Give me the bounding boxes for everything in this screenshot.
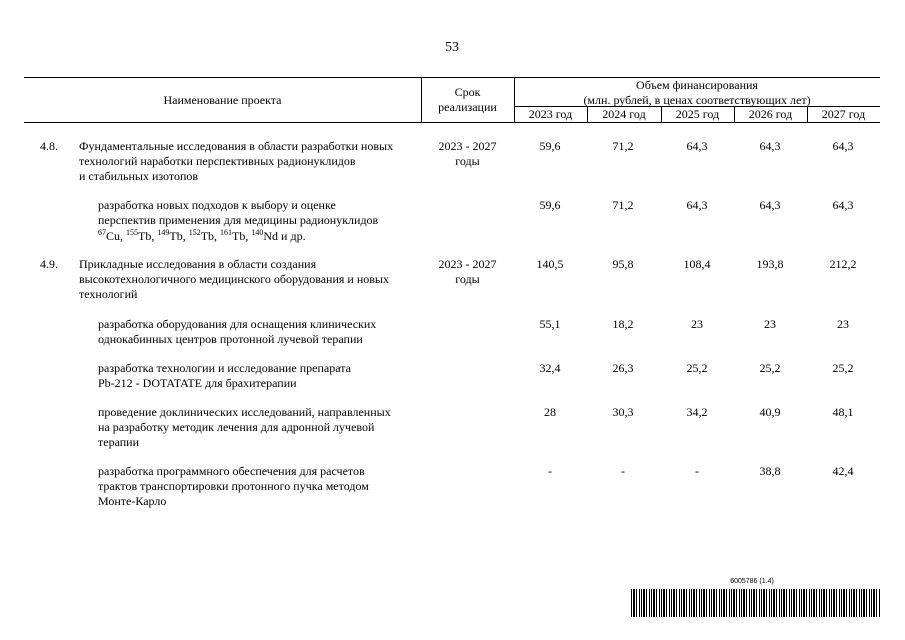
header-year-2026: 2026 год xyxy=(748,107,793,121)
row-name-line: технологий xyxy=(79,287,138,301)
value-2024: - xyxy=(621,464,625,478)
row-name xyxy=(98,317,428,347)
table-header-bottom-border xyxy=(24,122,880,123)
value-2026: 64,3 xyxy=(759,198,781,212)
value-2026: 193,8 xyxy=(756,257,784,271)
row-name xyxy=(79,257,419,302)
row-name-line: перспектив применения для медицины радионуклидов xyxy=(98,213,379,227)
table-row xyxy=(0,257,905,302)
header-year-2023: 2023 год xyxy=(528,107,573,121)
table-row xyxy=(0,317,905,347)
barcode-number: 6005786 (1.4) xyxy=(730,578,774,585)
value-2025: 64,3 xyxy=(686,198,708,212)
value-2025: 23 xyxy=(691,317,703,331)
value-2025: 34,2 xyxy=(686,405,708,419)
row-name-line: Pb-212 - DOTATATE для брахитерапии xyxy=(98,376,297,390)
value-2026: 23 xyxy=(764,317,776,331)
isotope-list xyxy=(98,229,428,244)
row-name-line: трактов транспортировки протонного пучка методом xyxy=(98,479,369,493)
isotope-symbol: Tb, xyxy=(169,229,186,243)
isotope-symbol: Tb, xyxy=(138,229,155,243)
value-2027: 64,3 xyxy=(832,198,854,212)
value-2026: 40,9 xyxy=(759,405,781,419)
row-name xyxy=(98,198,428,244)
row-name-line: высокотехнологичного медицинского оборудования и новых xyxy=(79,272,389,286)
value-2027: 212,2 xyxy=(829,257,857,271)
value-2023: 140,5 xyxy=(536,257,564,271)
row-period xyxy=(421,257,514,287)
header-period xyxy=(421,85,514,115)
value-2026: 25,2 xyxy=(759,361,781,375)
table-row xyxy=(0,198,905,243)
row-number: 4.9. xyxy=(40,257,58,271)
value-2024: 71,2 xyxy=(612,198,634,212)
row-number: 4.8. xyxy=(40,139,58,153)
value-2027: 42,4 xyxy=(832,464,854,478)
row-name-line: разработка технологии и исследование препарата xyxy=(98,361,351,375)
header-period-line-2: реализации xyxy=(438,100,497,114)
value-2024: 71,2 xyxy=(612,139,634,153)
value-2027: 48,1 xyxy=(832,405,854,419)
row-name-line: и стабильных изотопов xyxy=(79,169,199,183)
row-name-line: проведение доклинических исследований, направленных xyxy=(98,405,391,419)
value-2025: 25,2 xyxy=(686,361,708,375)
isotope-mass: 67 xyxy=(98,228,106,237)
value-2027: 64,3 xyxy=(832,139,854,153)
isotope-symbol: Cu, xyxy=(106,229,124,243)
row-name-line: Прикладные исследования в области создания xyxy=(79,257,317,271)
isotope-symbol: Nd и др. xyxy=(263,229,306,243)
value-2024: 95,8 xyxy=(612,257,634,271)
value-2023: - xyxy=(548,464,552,478)
row-period-line-2: годы xyxy=(455,272,480,286)
isotope-mass: 152 xyxy=(188,228,201,237)
row-period xyxy=(421,139,514,169)
row-period-line-2: годы xyxy=(455,154,480,168)
row-name-line: Монте-Карло xyxy=(98,494,167,508)
isotope-mass: 140 xyxy=(251,228,264,237)
value-2024: 26,3 xyxy=(612,361,634,375)
row-name-line: разработка оборудования для оснащения клинических xyxy=(98,317,377,331)
row-name xyxy=(79,139,419,184)
row-name-line: разработка новых подходов к выбору и оценке xyxy=(98,198,336,212)
row-period-line-1: 2023 - 2027 xyxy=(438,257,497,271)
table-row xyxy=(0,139,905,184)
header-funding xyxy=(514,78,880,108)
row-name-line: Фундаментальные исследования в области разработки новых xyxy=(79,139,394,153)
isotope-symbol: Tb, xyxy=(232,229,249,243)
value-2023: 59,6 xyxy=(539,139,561,153)
value-2023: 55,1 xyxy=(539,317,561,331)
isotope-mass: 161 xyxy=(220,228,233,237)
header-funding-line-1: Объем финансирования xyxy=(636,78,758,92)
header-period-line-1: Срок xyxy=(454,85,481,99)
row-name xyxy=(98,464,428,509)
value-2025: - xyxy=(695,464,699,478)
header-project-name: Наименование проекта xyxy=(163,93,282,107)
row-name xyxy=(98,361,428,391)
isotope-symbol: Tb, xyxy=(200,229,218,243)
row-name xyxy=(98,405,428,450)
value-2025: 108,4 xyxy=(683,257,711,271)
barcode-icon xyxy=(631,589,881,617)
value-2026: 38,8 xyxy=(759,464,781,478)
value-2025: 64,3 xyxy=(686,139,708,153)
value-2024: 30,3 xyxy=(612,405,634,419)
table-row xyxy=(0,361,905,391)
row-name-line: однокабинных центров протонной лучевой терапии xyxy=(98,332,363,346)
row-name-line: разработка программного обеспечения для расчетов xyxy=(98,464,365,478)
value-2027: 23 xyxy=(837,317,849,331)
isotope-mass: 155 xyxy=(126,228,139,237)
value-2023: 32,4 xyxy=(539,361,561,375)
isotope-mass: 149 xyxy=(157,228,170,237)
header-year-2024: 2024 год xyxy=(602,107,646,121)
header-year-2027: 2027 год xyxy=(821,107,866,121)
value-2026: 64,3 xyxy=(759,139,781,153)
header-year-2025: 2025 год xyxy=(675,107,720,121)
row-name-line: терапии xyxy=(98,435,140,449)
table-row xyxy=(0,464,905,509)
page-number: 53 xyxy=(445,40,459,55)
value-2023: 28 xyxy=(544,405,556,419)
table-row xyxy=(0,405,905,450)
value-2023: 59,6 xyxy=(539,198,561,212)
value-2027: 25,2 xyxy=(832,361,854,375)
value-2024: 18,2 xyxy=(612,317,634,331)
row-name-line: на разработку методик лечения для адронной лучевой xyxy=(98,420,375,434)
row-period-line-1: 2023 - 2027 xyxy=(438,139,497,153)
header-funding-line-2: (млн. рублей, в ценах соответствующих лет) xyxy=(583,93,811,107)
row-name-line: технологий наработки перспективных радионуклидов xyxy=(79,154,356,168)
